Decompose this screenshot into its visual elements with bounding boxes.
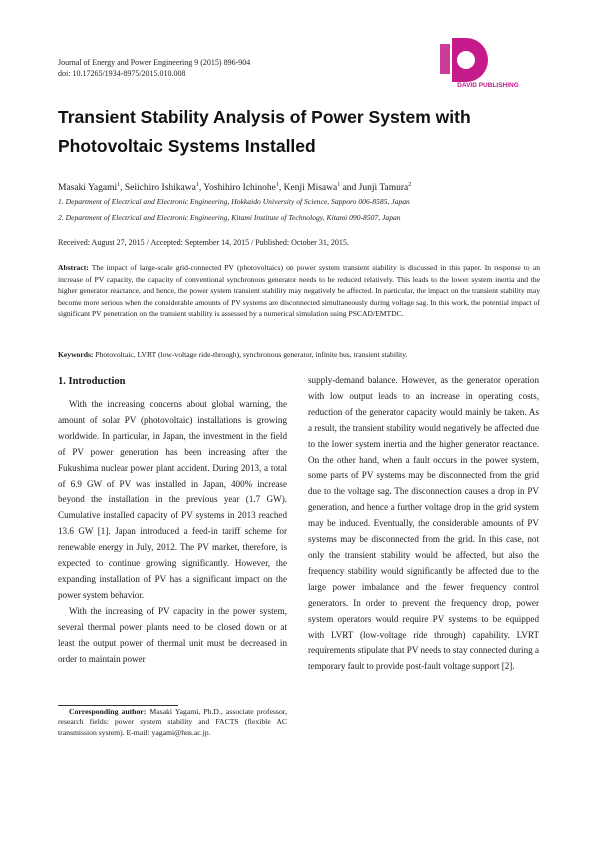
author-affil-mark: 1 [117, 182, 121, 188]
keywords [58, 349, 540, 360]
footnote-text: Masaki Yagami, Ph.D., associate professor, research fields: power system stability and FACTS (flexible AC transmission system). E-mail: yagami@hus.ac.jp. [58, 707, 287, 737]
author-affil-mark: 2 [408, 182, 412, 188]
body-paragraph: With the increasing of PV capacity in the power system, several thermal power plants need to be closed down or at least the output power of thermal unit must be decreased in order to maintain power [58, 605, 287, 664]
keywords-label: Keywords: [58, 350, 94, 359]
title-line-2: Photovoltaic Systems Installed [58, 136, 316, 156]
journal-citation: Journal of Energy and Power Engineering 9 (2015) 896-904 [58, 58, 251, 67]
author-affil-mark: 1 [275, 182, 279, 188]
affiliation-1: 1. Department of Electrical and Electronic Engineering, Hokkaido University of Science, Sapporo 006-8585, Japan [58, 197, 410, 206]
left-column [58, 397, 287, 667]
author-name: , Seiichiro Ishikawa [120, 183, 196, 194]
doi: doi: 10.17265/1934-8975/2015.010.008 [58, 69, 186, 78]
paper-title [58, 103, 538, 161]
author-name: , Kenji Misawa [278, 183, 338, 194]
section-heading-introduction: 1. Introduction [58, 376, 126, 387]
author-list [58, 179, 411, 194]
journal-header [58, 57, 250, 79]
abstract-label: Abstract: [58, 263, 89, 272]
abstract-text: The impact of large-scale grid-connected PV (photovoltaics) on power system transient stability is discussed in this paper. In response to an increase of PV capacity, the capacity of conventional synchronous generator needs to be reduced relatively. This leads to the lower system inertia and the higher generator reactance, and hence, the power system transient stability may negatively be affected. In particular, the impact on the transient stability may become more serious when the considerable amounts of PV systems are disconnected simultaneously during voltage sag. In this work, the potential impact of significant PV penetration on the transient stability is assessed by a numerical simulation using PSCAD/EMTDC. [58, 263, 540, 318]
author-affil-mark: 1 [337, 182, 341, 188]
publisher-logo-text: DAVID PUBLISHING [457, 82, 519, 89]
author-name: , Yoshihiro Ichinohe [198, 183, 276, 194]
right-column [308, 373, 539, 675]
publication-dates: Received: August 27, 2015 / Accepted: September 14, 2015 / Published: October 31, 2015. [58, 238, 349, 247]
author-name: and Junji Tamura [340, 183, 409, 194]
affiliation-2: 2. Department of Electrical and Electronic Engineering, Kitami Institute of Technology, Kitami 090-8507, Japan [58, 213, 401, 222]
corresponding-author-footnote [58, 707, 287, 738]
title-line-1: Transient Stability Analysis of Power System with [58, 107, 471, 127]
footnote-divider [58, 705, 178, 706]
author-name: Masaki Yagami [58, 183, 118, 194]
abstract [58, 262, 540, 320]
body-paragraph: With the increasing concerns about global warning, the amount of solar PV (photovoltaic) installations is growing worldwide. In particular, in Japan, the investment in the field of PV power generation has been increasing after the Fukushima nuclear power plant accident. During 2013, a total of 6.9 GW of PV was installed in Japan, 400% increase beyond the installation in the previous year (1.7 GW). Cumulative installed capacity of PV systems in 2013 reached 13.6 GW [1]. Japan introduced a feed-in tariff scheme for renewable energy in July, 2012. The PV market, therefore, is expected to continue growing significantly. However, the expanding installation of PV has a significant impact on the power system behavior. [58, 399, 287, 600]
publisher-logo [432, 34, 544, 90]
keywords-text: Photovoltaic, LVRT (low-voltage ride-through), synchronous generator, infinite bus, transient stability. [93, 350, 408, 359]
footnote-label: Corresponding author: [69, 707, 147, 716]
body-paragraph: supply-demand balance. However, as the generator operation with low output leads to an increase in operating costs, reduction of the generator capacity would mainly be taken. As a result, the transient stability would negatively be affected due to the lower system inertia and the higher generator reactance. On the other hand, when a fault occurs in the power system, some parts of PV systems may be disconnected from the grid due to the voltage sag. The disconnection causes a drop in PV generation, and hence a further voltage drop in the grid system may be induced. Eventually, the considerable amounts of PV systems may be disconnected from the grid. In this case, not only the transient stability would be affected, but also the frequency stability would significantly be affected due to the large power imbalance and the fewer frequency control generators. In order to prevent the frequency drop, power system operators would require PV systems to be equipped with LVRT (low-voltage ride through) capability. LVRT requirements stipulate that PV needs to stay connected during a temporary fault to provide post-fault voltage support [2]. [308, 375, 539, 672]
author-affil-mark: 1 [195, 182, 199, 188]
